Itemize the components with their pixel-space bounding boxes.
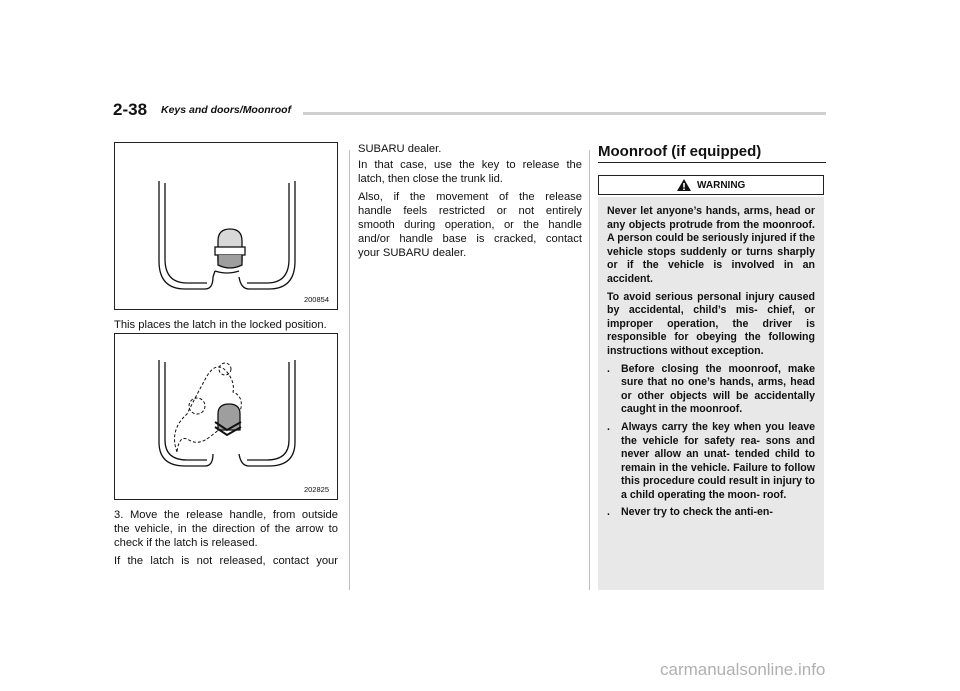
latch-not-released-line: If the latch is not released, contact your (114, 555, 338, 567)
step3-line2: the vehicle, in the direction of the arrow to (114, 523, 338, 535)
handle-line3: smooth during operation, or the handle (358, 219, 582, 231)
latch-locked-illustration (115, 143, 339, 311)
moonroof-heading: Moonroof (if equipped) (598, 143, 762, 160)
dealer-line: SUBARU dealer. (358, 143, 442, 155)
warning-bullet (607, 506, 815, 520)
trunk-latch-figure-release (114, 333, 338, 500)
warning-paragraph: To avoid serious personal injury caused by accidental, child’s mis- chief, or improper operation, the driver is responsible for obeying the following instructions without exception. (607, 290, 815, 357)
bullet-text: Never try to check the anti-en- (621, 506, 773, 519)
key-release-line1: In that case, use the key to release the (358, 159, 582, 171)
warning-header (598, 175, 824, 195)
warning-bullet (607, 363, 815, 417)
warning-box (598, 197, 824, 590)
warning-triangle-icon (676, 178, 692, 192)
handle-line5: your SUBARU dealer. (358, 247, 467, 259)
handle-line4: and/or handle base is cracked, contact (358, 233, 582, 245)
step3-line3: check if the latch is released. (114, 537, 258, 549)
column-divider-right (589, 150, 590, 590)
page-number: 2-38 (113, 100, 148, 119)
page-header (113, 100, 826, 124)
bullet-glyph: . (607, 420, 610, 433)
figure1-caption: This places the latch in the locked position. (114, 319, 327, 331)
latch-release-illustration (115, 334, 339, 501)
step3-line1: 3. Move the release handle, from outside (114, 509, 338, 521)
column-divider-left (349, 150, 350, 590)
key-release-line2: latch, then close the trunk lid. (358, 173, 503, 185)
header-rule (303, 112, 826, 115)
watermark-text: carmanualsonline.info (660, 660, 826, 679)
figure-id: 200854 (303, 295, 329, 304)
heading-rule (598, 162, 826, 163)
figure-id: 202825 (303, 485, 329, 494)
bullet-text: Before closing the moonroof, make sure that no one’s hands, arms, head or other objects will be accidentally caught in the moonroof. (621, 362, 815, 416)
bullet-text: Always carry the key when you leave the vehicle for safety rea- sons and never allow an unat- tended child to remain in the vehicle. Failure to follow this procedure could result in injury to a child operating the moon- roof. (621, 420, 815, 501)
warning-paragraph: Never let anyone’s hands, arms, head or any objects protrude from the moonroof. A person could be seriously injured if the vehicle stops suddenly or turns sharply or if the vehicle is involved in an accident. (607, 205, 815, 285)
trunk-latch-figure-locked (114, 142, 338, 310)
handle-line1: Also, if the movement of the release (358, 191, 582, 203)
bullet-glyph: . (607, 362, 610, 375)
section-title: Keys and doors/Moonroof (161, 104, 292, 116)
warning-bullet (607, 421, 815, 503)
bullet-glyph: . (607, 506, 610, 519)
warning-label: WARNING (697, 180, 746, 191)
handle-line2: handle feels restricted or not entirely (358, 205, 582, 217)
